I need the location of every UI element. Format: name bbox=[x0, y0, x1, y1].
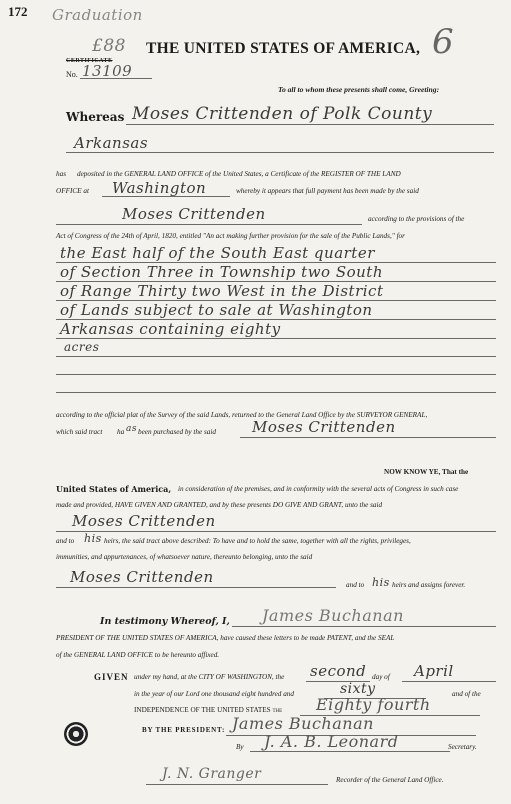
para3-line2: made and provided, HAVE GIVEN AND GRANTED, and by these presents DO GIVE AND GRANT, unto the said bbox=[56, 501, 383, 509]
given-year: sixty bbox=[340, 681, 376, 697]
independence-year: Eighty fourth bbox=[316, 695, 431, 714]
heirs-forever: heirs and assigns forever. bbox=[392, 581, 466, 589]
greeting: To all to whom these presents shall come, Greeting: bbox=[278, 85, 440, 94]
para2-purchased: been purchased by the said bbox=[138, 428, 216, 436]
number-label: No. bbox=[66, 70, 78, 79]
secretary-signature: J. A. B. Leonard bbox=[264, 732, 399, 751]
given-line2: in the year of our Lord one thousand eight hundred and bbox=[134, 690, 294, 698]
land-description-line: the East half of the South East quarter bbox=[60, 244, 375, 262]
recorder-signature: J. N. Granger bbox=[162, 766, 262, 782]
para3-and-to: and to bbox=[56, 537, 75, 545]
purchaser-name: Moses Crittenden bbox=[252, 418, 396, 436]
para2-hand-ha: as bbox=[126, 424, 137, 434]
day-of-label: day of bbox=[372, 673, 390, 681]
and-to-label: and to bbox=[346, 581, 365, 589]
para2-ha: ha bbox=[117, 428, 125, 436]
now-know-ye: NOW KNOW YE, That the bbox=[384, 468, 469, 476]
by-the-president-label: BY THE PRESIDENT: bbox=[142, 726, 226, 734]
land-description-line: of Section Three in Township two South bbox=[60, 263, 383, 281]
grantee-line2: Arkansas bbox=[74, 134, 149, 152]
land-description-line: acres bbox=[64, 340, 100, 354]
land-description-line: of Lands subject to sale at Washington bbox=[60, 301, 373, 319]
testimony-line3: of the GENERAL LAND OFFICE to be hereunto affixed. bbox=[56, 651, 220, 659]
whereas-word: Whereas bbox=[66, 110, 125, 124]
grantee-name-2: Moses Crittenden bbox=[70, 568, 214, 586]
land-description-line: of Range Thirty two West in the District bbox=[60, 282, 384, 300]
united-states-text: United States of America, bbox=[56, 484, 172, 494]
para3-line4: immunities, and appurtenances, of whatsoever nature, thereunto belonging, unto the said bbox=[56, 553, 313, 561]
secretary-title: Secretary. bbox=[448, 743, 477, 751]
recorder-title: Recorder of the General Land Office. bbox=[336, 776, 444, 784]
has-label: has bbox=[56, 170, 66, 178]
grantee-line1: Moses Crittenden of Polk County bbox=[132, 104, 433, 124]
para1-line1: deposited in the GENERAL LAND OFFICE of the United States, a Certificate of the REGISTER OF THE LAND bbox=[77, 170, 401, 178]
given-day: second bbox=[310, 662, 367, 680]
given-month: April bbox=[414, 662, 454, 680]
para2-line1: according to the official plat of the Survey of the said Lands, returned to the General Land Office by the SURVEYOR GENERAL, bbox=[56, 411, 428, 419]
president-name: James Buchanan bbox=[262, 606, 404, 625]
margin-note: Graduation bbox=[52, 6, 143, 24]
given-word: GIVEN bbox=[94, 672, 129, 682]
page-number: 172 bbox=[8, 4, 28, 19]
para3-line1: in consideration of the premises, and in conformity with the several acts of Congress in such case bbox=[178, 485, 459, 493]
number-prefix: £88 bbox=[92, 36, 126, 56]
corner-mark: 6 bbox=[432, 22, 455, 62]
para2-which: which said tract bbox=[56, 428, 103, 436]
according-text: according to the provisions of the bbox=[368, 215, 465, 223]
para3-hand-his-2: his bbox=[372, 576, 390, 589]
by-label: By bbox=[236, 743, 244, 751]
para3-line3: heirs, the said tract above described: To have and to hold the same, together with all the rights, privileges, bbox=[104, 537, 411, 545]
office-location: Washington bbox=[112, 179, 207, 197]
act-line: Act of Congress of the 24th of April, 1820, entitled "An act making further provision for the sale of the Public Lands," for bbox=[56, 232, 405, 240]
testimony-line2: PRESIDENT OF THE UNITED STATES OF AMERICA, have caused these letters to be made PATENT, and the SEAL bbox=[56, 634, 395, 642]
payer-name: Moses Crittenden bbox=[122, 205, 266, 223]
general-land-office-seal bbox=[64, 722, 88, 746]
and-of-the-label: and of the bbox=[452, 690, 481, 698]
testimony-intro: In testimony Whereof, I, bbox=[100, 616, 230, 627]
president-signature: James Buchanan bbox=[232, 714, 374, 733]
grantee-name: Moses Crittenden bbox=[72, 512, 216, 530]
certificate-label: CERTIFICATE bbox=[66, 58, 113, 64]
whereby-text: whereby it appears that full payment has been made by the said bbox=[236, 187, 419, 195]
para3-hand-his: his bbox=[84, 532, 102, 545]
certificate-number: 13109 bbox=[82, 62, 133, 80]
given-line1: under my hand, at the CITY OF WASHINGTON, the bbox=[134, 673, 285, 681]
office-at-label: OFFICE at bbox=[56, 187, 89, 195]
document-title: THE UNITED STATES OF AMERICA, bbox=[146, 40, 421, 57]
given-line3: INDEPENDENCE OF THE UNITED STATES the bbox=[134, 706, 283, 714]
land-description-line: Arkansas containing eighty bbox=[60, 320, 281, 338]
